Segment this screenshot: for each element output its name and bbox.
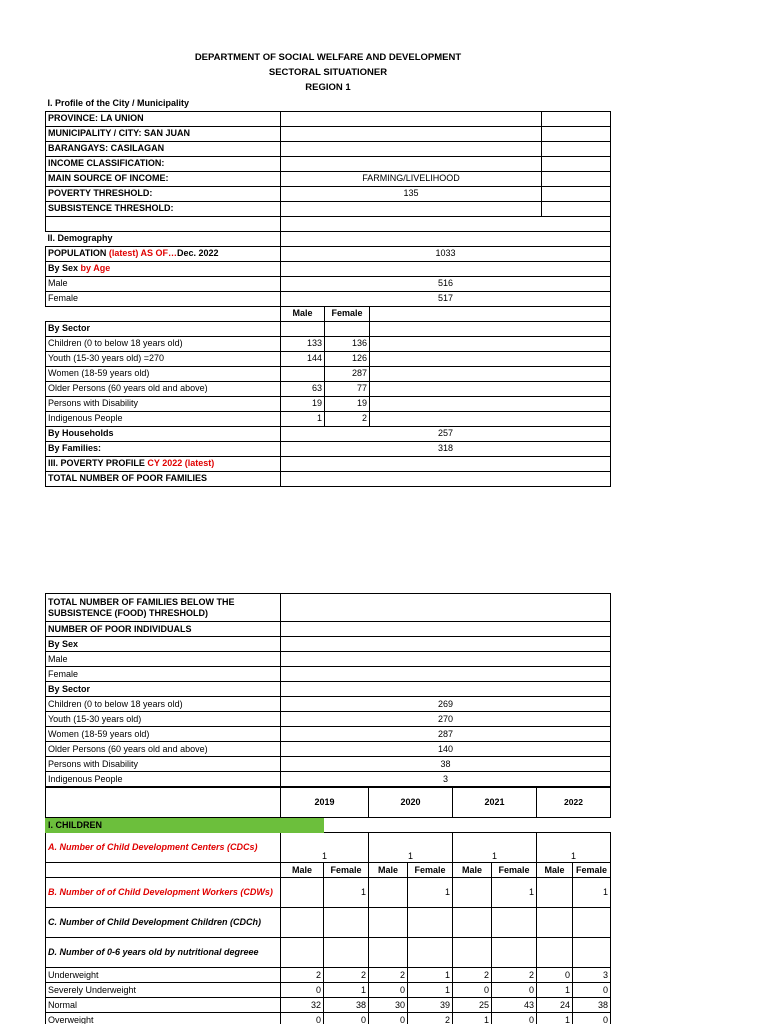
- income-class-label: INCOME CLASSIFICATION:: [46, 156, 281, 171]
- male-label: Male: [46, 276, 281, 291]
- poverty-male: Male: [46, 652, 281, 667]
- poverty-threshold-value: 135: [281, 186, 542, 201]
- col-female: Female: [408, 863, 453, 878]
- poor-individuals-label: NUMBER OF POOR INDIVIDUALS: [46, 622, 281, 637]
- female-value: 517: [281, 291, 611, 306]
- col-male: Male: [281, 306, 325, 321]
- below-subsistence-label: TOTAL NUMBER OF FAMILIES BELOW THE SUBSISTENCE (FOOD) THRESHOLD): [46, 594, 281, 622]
- children-section-title: I. CHILDREN: [46, 818, 281, 833]
- year-2022: 2022: [537, 788, 611, 818]
- col-male: Male: [281, 863, 324, 878]
- year-2020: 2020: [369, 788, 453, 818]
- sector-row: Indigenous People 1 2: [46, 411, 611, 426]
- households-value: 257: [281, 426, 611, 441]
- nutri-row: Severely Underweight 0 1 0 1 0 0 1 0: [46, 983, 611, 998]
- cdw-row: B. Number of of Child Development Workers (CDWs) 1 1 1 1: [46, 878, 611, 908]
- poverty-sector-row: Women (18-59 years old) 287: [46, 727, 611, 742]
- nutri-header-row: D. Number of 0-6 years old by nutritional degreee: [46, 938, 611, 968]
- col-female: Female: [324, 863, 369, 878]
- families-label: By Families:: [46, 441, 281, 456]
- col-female: Female: [492, 863, 537, 878]
- sector-row: Children (0 to below 18 years old) 133 136: [46, 336, 611, 351]
- by-sector-label: By Sector: [46, 321, 281, 336]
- population-label: POPULATION (latest) AS OF…Dec. 2022: [46, 246, 281, 261]
- col-male: Male: [537, 863, 573, 878]
- poverty-sector-row: Older Persons (60 years old and above) 140: [46, 742, 611, 757]
- year-2019: 2019: [281, 788, 369, 818]
- province-label: PROVINCE: LA UNION: [46, 111, 281, 126]
- cdc-value: 1: [281, 833, 369, 863]
- female-label: Female: [46, 291, 281, 306]
- sector-row: Youth (15-30 years old) =270 144 126: [46, 351, 611, 366]
- main-income-value: FARMING/LIVELIHOOD: [281, 171, 542, 186]
- children-table: [45, 787, 611, 1024]
- population-value: 1033: [281, 246, 611, 261]
- col-female: Female: [573, 863, 611, 878]
- sector-row: Women (18-59 years old) 287: [46, 366, 611, 381]
- cdc-label: A. Number of Child Development Centers (CDCs): [46, 833, 281, 863]
- poverty-threshold-label: POVERTY THRESHOLD:: [46, 186, 281, 201]
- col-female: Female: [325, 306, 370, 321]
- demography-section-title: II. Demography: [46, 231, 281, 246]
- poverty-sector-row: Persons with Disability 38: [46, 757, 611, 772]
- poverty-sector-row: Youth (15-30 years old) 270: [46, 712, 611, 727]
- nutri-row: Normal 32 38 30 39 25 43 24 38: [46, 998, 611, 1013]
- subsistence-label: SUBSISTENCE THRESHOLD:: [46, 201, 281, 216]
- municipality-label: MUNICIPALITY / CITY: SAN JUAN: [46, 126, 281, 141]
- poverty-sector-row: Children (0 to below 18 years old) 269: [46, 697, 611, 712]
- cdc-value: 1: [453, 833, 537, 863]
- doc-subtitle: SECTORAL SITUATIONER: [268, 67, 388, 78]
- nutri-row: Overweight 0 0 0 2 1 0 1 0: [46, 1013, 611, 1024]
- poverty-female: Female: [46, 667, 281, 682]
- col-male: Male: [369, 863, 408, 878]
- families-value: 318: [281, 441, 611, 456]
- poverty-table: [45, 593, 611, 787]
- cdc-value: 1: [537, 833, 611, 863]
- poverty-section-title: III. POVERTY PROFILE CY 2022 (latest): [46, 456, 281, 471]
- doc-title: DEPARTMENT OF SOCIAL WELFARE AND DEVELOPMENT: [194, 52, 462, 63]
- profile-section-title: I. Profile of the City / Municipality: [47, 97, 190, 108]
- barangays-label: BARANGAYS: CASILAGAN: [46, 141, 281, 156]
- poverty-by-sector: By Sector: [46, 682, 281, 697]
- poverty-by-sex: By Sex: [46, 637, 281, 652]
- by-sex-label: By Sex by Age: [46, 261, 281, 276]
- cdch-row: C. Number of Child Development Children (CDCh): [46, 908, 611, 938]
- male-value: 516: [281, 276, 611, 291]
- profile-table: [45, 96, 611, 487]
- col-male: Male: [453, 863, 492, 878]
- nutri-row: Underweight 2 2 2 1 2 2 0 3: [46, 968, 611, 983]
- total-poor-families: TOTAL NUMBER OF POOR FAMILIES: [46, 471, 281, 486]
- year-2021: 2021: [453, 788, 537, 818]
- cdc-value: 1: [369, 833, 453, 863]
- doc-region: REGION 1: [305, 82, 351, 93]
- sector-row: Persons with Disability 19 19: [46, 396, 611, 411]
- poverty-sector-row: Indigenous People 3: [46, 772, 611, 787]
- households-label: By Households: [46, 426, 281, 441]
- sector-row: Older Persons (60 years old and above) 63 77: [46, 381, 611, 396]
- main-income-label: MAIN SOURCE OF INCOME:: [46, 171, 281, 186]
